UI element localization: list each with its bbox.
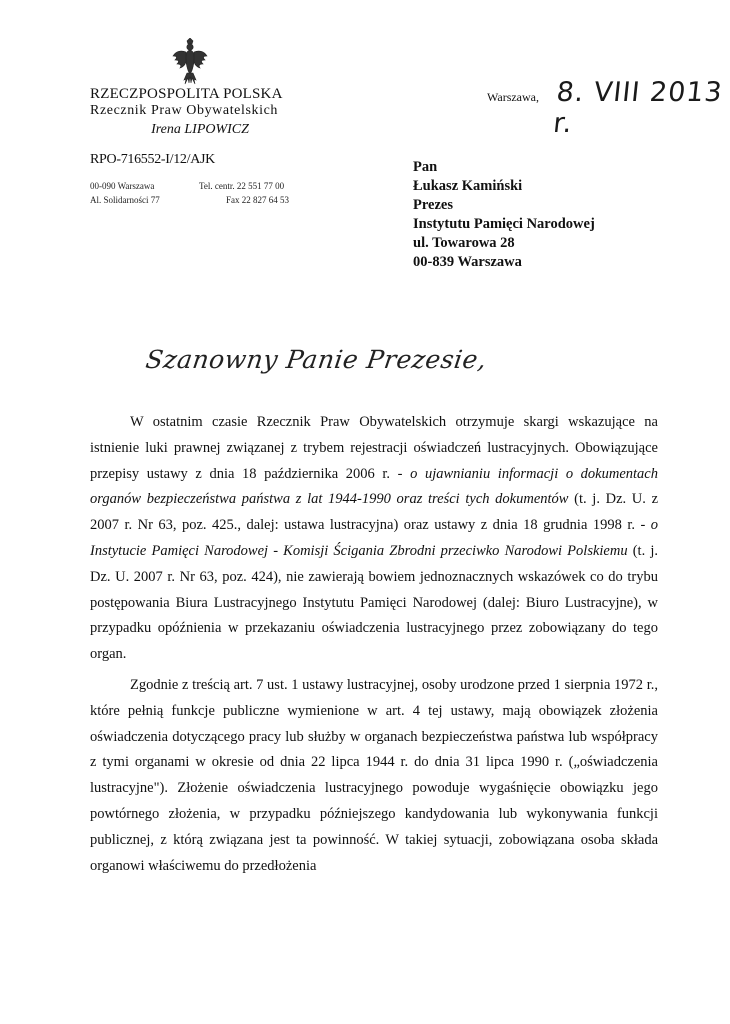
body-text-span: (t. j. Dz. U. 2007 r. Nr 63, poz. 424), nie zawierają bowiem jednoznacznych wskazówek co do trybu postępowania Biura Lustracyjnego Instytutu Pamięci Narodowej (dalej: Biuro Lustracyjne), w przypadku opóźnienia w przekazaniu oświadczenia lustracyjnego przez zobowiązany do tego organ. — [90, 542, 659, 663]
letter-body — [90, 410, 658, 879]
handwritten-salutation: Szanowny Panie Prezesie, — [143, 345, 489, 374]
body-paragraph-2: Zgodnie z treścią art. 7 ust. 1 ustawy lustracyjnej, osoby urodzone przed 1 sierpnia 1972 r., które pełnią funkcje publiczne wymienione w art. 4 tej ustawy, mają obowiązek złożenia oświadczenia dotyczącego pracy lub służby w organach bezpieczeństwa państwa lub współpracy z tymi organami w okresie od dnia 22 lipca 1944 r. do dnia 31 lipca 1990 r. („oświadczenia lustracyjne"). Złożenie oświadczenia lustracyjnego powoduje wygaśnięcie obowiązku jego powtórnego złożenia, w przypadku późniejszego kandydowania lub wykonywania funkcji publicznej, z którą związana jest ta powinność. W takiej sytuacji, zobowiązana osoba składa organowi właściwemu do przedłożenia — [90, 676, 658, 874]
recipient-line-1: Pan — [413, 159, 438, 175]
phone-number: Tel. centr. 22 551 77 00 — [199, 181, 285, 191]
handwritten-date: 8. VIII 2013 r. — [551, 77, 725, 139]
recipient-line-2: Łukasz Kamiński — [413, 178, 523, 194]
act-title-2: o Instytucie Pamięci Narodowej - Komisji Ścigania Zbrodni przeciwko Narodowi Polskiemu — [90, 517, 658, 559]
polish-eagle-emblem-icon — [172, 38, 208, 86]
recipient-line-4: Instytutu Pamięci Narodowej — [413, 216, 595, 232]
address-line-1: 00-090 Warszawa — [90, 181, 155, 191]
recipient-line-3: Prezes — [413, 197, 453, 213]
recipient-line-5: ul. Towarowa 28 — [413, 235, 515, 251]
fax-number: Fax 22 827 64 53 — [226, 195, 289, 205]
letterhead-name: Irena LIPOWICZ — [151, 122, 249, 137]
letterhead-country: RZECZPOSPOLITA POLSKA — [90, 86, 283, 102]
reference-number: RPO-716552-I/12/AJK — [90, 152, 215, 167]
body-text-span: (t. j. Dz. U. z 2007 r. Nr 63, poz. 425., dalej: ustawa lustracyjna) oraz ustawy z dnia 18 grudnia 1998 r. - — [90, 491, 659, 534]
date-place: Warszawa, — [487, 90, 540, 104]
act-title-1: o ujawnianiu informacji o dokumentach organów bezpieczeństwa państwa z lat 1944-1990 oraz treści tych dokumentów — [90, 465, 658, 508]
body-paragraph-1 — [90, 410, 658, 668]
recipient-address — [413, 158, 595, 272]
recipient-line-6: 00-839 Warszawa — [413, 254, 522, 270]
body-text-span: W ostatnim czasie Rzecznik Praw Obywatelskich otrzymuje skargi wskazujące na istnienie luki prawnej związanej z trybem rejestracji oświadczeń lustracyjnych. Obowiązujące przepisy ustawy z dnia 18 października 2006 r. - — [90, 414, 658, 482]
letterhead-office: Rzecznik Praw Obywatelskich — [90, 103, 279, 118]
address-line-2: Al. Solidarności 77 — [90, 195, 160, 205]
